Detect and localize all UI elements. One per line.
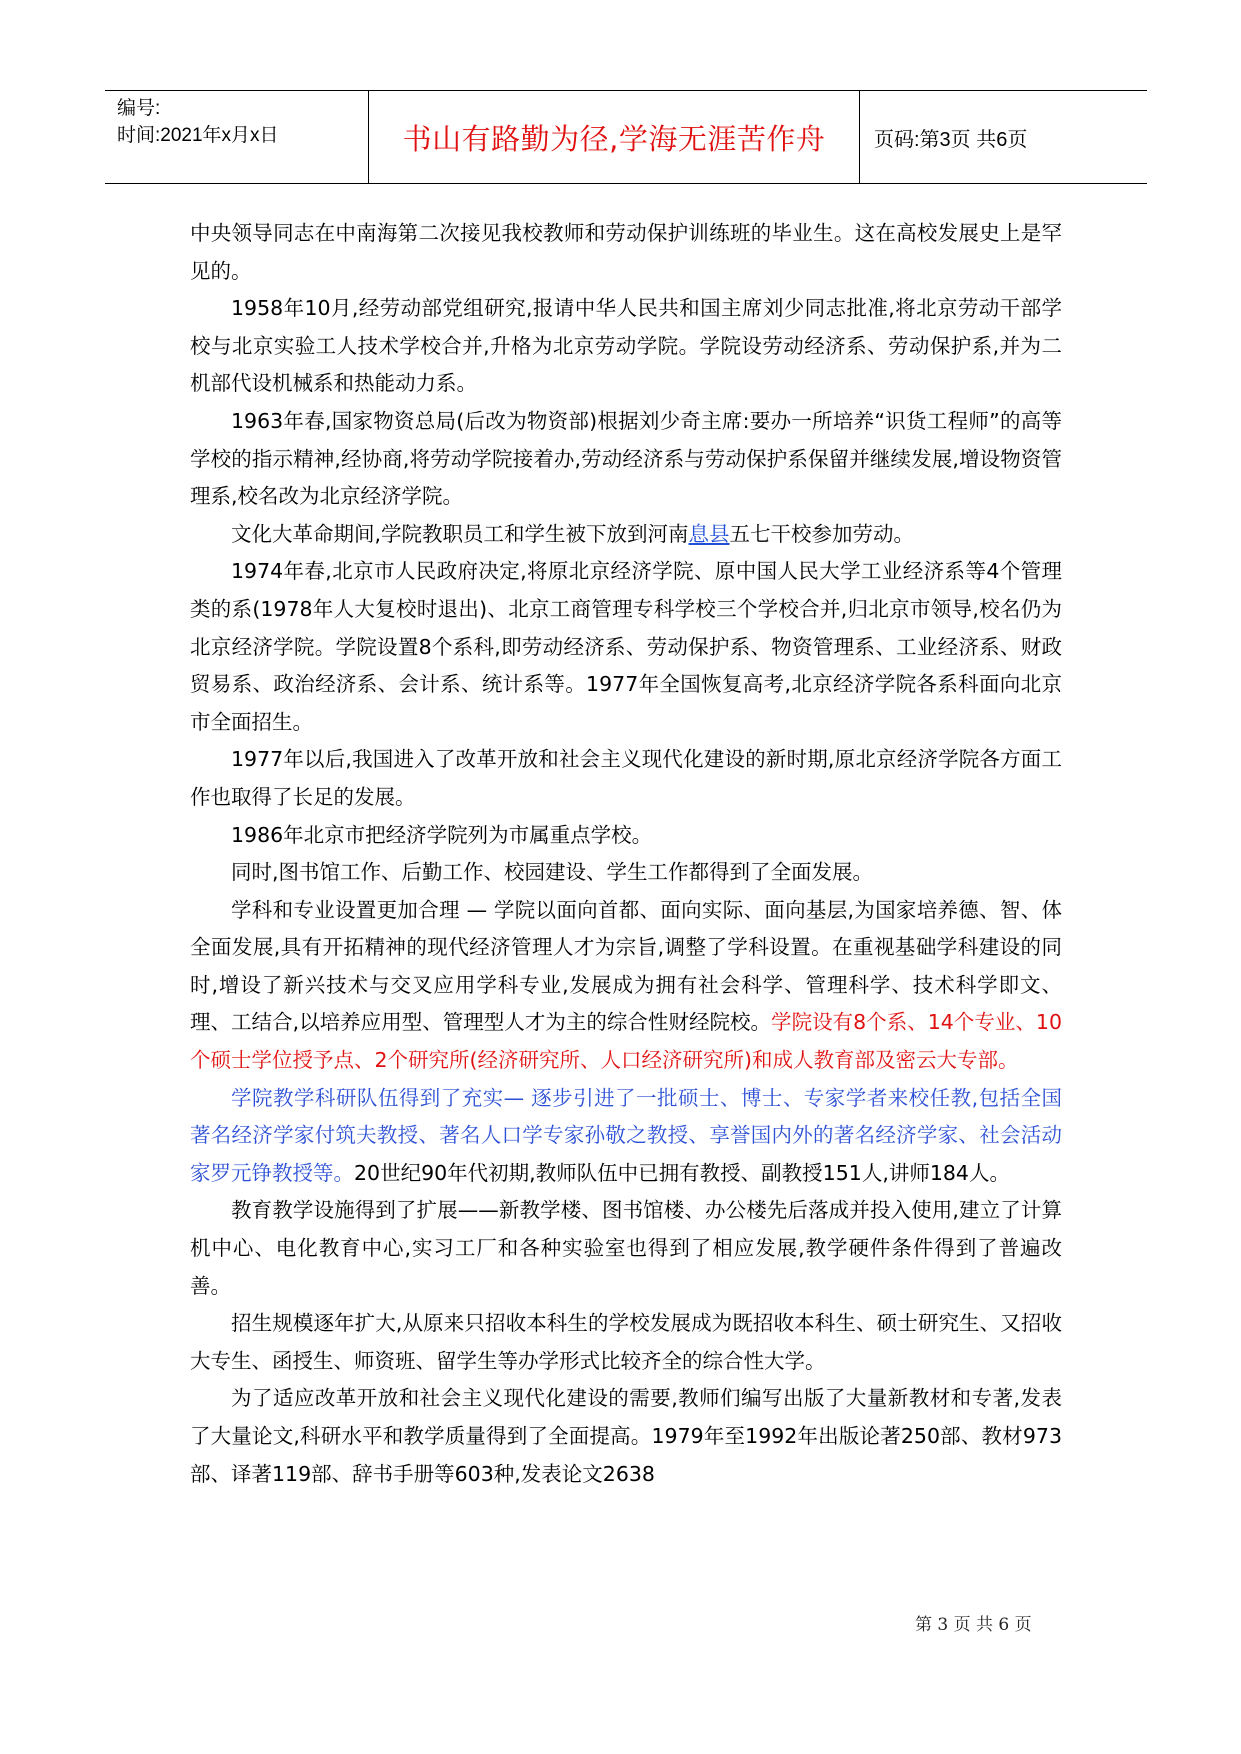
paragraph-8: 同时,图书馆工作、后勤工作、校园建设、学生工作都得到了全面发展。 [231, 860, 874, 885]
body-text [190, 215, 1062, 1493]
paragraph-4-text-a: 文化大革命期间,学院教职员工和学生被下放到河南 [231, 521, 689, 546]
paragraph-4 [190, 516, 1062, 554]
paragraph-11: 教育教学设施得到了扩展——新教学楼、图书馆楼、办公楼先后落成并投入使用,建立了计算机中心、电化教育中心,实习工厂和各种实验室也得到了相应发展,教学硬件条件得到了普遍改善。 [190, 1198, 1062, 1298]
page-info: 页码:第3页 共6页 [874, 128, 1028, 151]
header-table [105, 90, 1147, 184]
header-left-cell [105, 91, 369, 183]
paragraph-10 [190, 1080, 1062, 1193]
paragraph-4-text-b: 五七干校参加劳动。 [729, 521, 915, 546]
paragraph-5: 1974年春,北京市人民政府决定,将原北京经济学院、原中国人民大学工业经济系等4个管理类的系(1978年人大复校时退出)、北京工商管理专科学校三个学校合并,归北京市领导,校名仍为北京经济学院。学院设置8个系科,即劳动经济系、劳动保护系、物资管理系、工业经济系、财政贸易系、政治经济系、会计系、统计系等。1977年全国恢复高考,北京经济学院各系科面向北京市全面招生。 [190, 559, 1062, 734]
paragraph-9 [190, 892, 1062, 1080]
paragraph-9-highlight-red: 学院设有8个系、14个专业、10个硕士学位授予点、2个研究所(经济研究所、人口经济研究所)和成人教育部及密云大专部。 [190, 1010, 1062, 1073]
paragraph-10-text: 20世纪90年代初期,教师队伍中已拥有教授、副教授151人,讲师184人。 [354, 1160, 1010, 1185]
paragraph-13: 为了适应改革开放和社会主义现代化建设的需要,教师们编写出版了大量新教材和专著,发表了大量论文,科研水平和教学质量得到了全面提高。1979年至1992年出版论著250部、教材973部、译著119部、辞书手册等603种,发表论文2638 [190, 1386, 1062, 1486]
paragraph-6: 1977年以后,我国进入了改革开放和社会主义现代化建设的新时期,原北京经济学院各方面工作也取得了长足的发展。 [190, 747, 1062, 809]
time-label: 时间:2021年x月x日 [117, 125, 279, 146]
paragraph-1: 中央领导同志在中南海第二次接见我校教师和劳动保护训练班的毕业生。这在高校发展史上是罕见的。 [190, 221, 1062, 283]
paragraph-12: 招生规模逐年扩大,从原来只招收本科生的学校发展成为既招收本科生、硕士研究生、又招收大专生、函授生、师资班、留学生等办学形式比较齐全的综合性大学。 [190, 1311, 1062, 1373]
page-footer: 第 3 页 共 6 页 [915, 1615, 1032, 1635]
number-label: 编号: [117, 98, 161, 119]
paragraph-3: 1963年春,国家物资总局(后改为物资部)根据刘少奇主席:要办一所培养“识货工程师”的高等学校的指示精神,经协商,将劳动学院接着办,劳动经济系与劳动保护系保留并继续发展,增设物资管理系,校名改为北京经济学院。 [190, 408, 1062, 509]
paragraph-10-highlight-blue: 学院教学科研队伍得到了充实— 逐步引进了一批硕士、博士、专家学者来校任教,包括全国著名经济学家付筑夫教授、著名人口学专家孙敬之教授、享誉国内外的著名经济学家、社会活动家罗元铮教授等。 [190, 1085, 1062, 1185]
xixian-link[interactable]: 息县 [688, 521, 730, 546]
paragraph-7: 1986年北京市把经济学院列为市属重点学校。 [231, 822, 653, 847]
paragraph-9-text: 学科和专业设置更加合理 — 学院以面向首都、面向实际、面向基层,为国家培养德、智、体全面发展,具有开拓精神的现代经济管理人才为宗旨,调整了学科设置。在重视基础学科建设的同时,增设了新兴技术与交叉应用学科专业,发展成为拥有社会科学、管理科学、技术科学即文、理、工结合,以培养应用型、管理型人才为主的综合性财经院校。 [190, 897, 1062, 1035]
motto-title: 书山有路勤为径,学海无涯苦作舟 [369, 91, 860, 183]
paragraph-2: 1958年10月,经劳动部党组研究,报请中华人民共和国主席刘少同志批准,将北京劳动干部学校与北京实验工人技术学校合并,升格为北京劳动学院。学院设劳动经济系、劳动保护系,并为二机部代设机械系和热能动力系。 [190, 296, 1062, 396]
